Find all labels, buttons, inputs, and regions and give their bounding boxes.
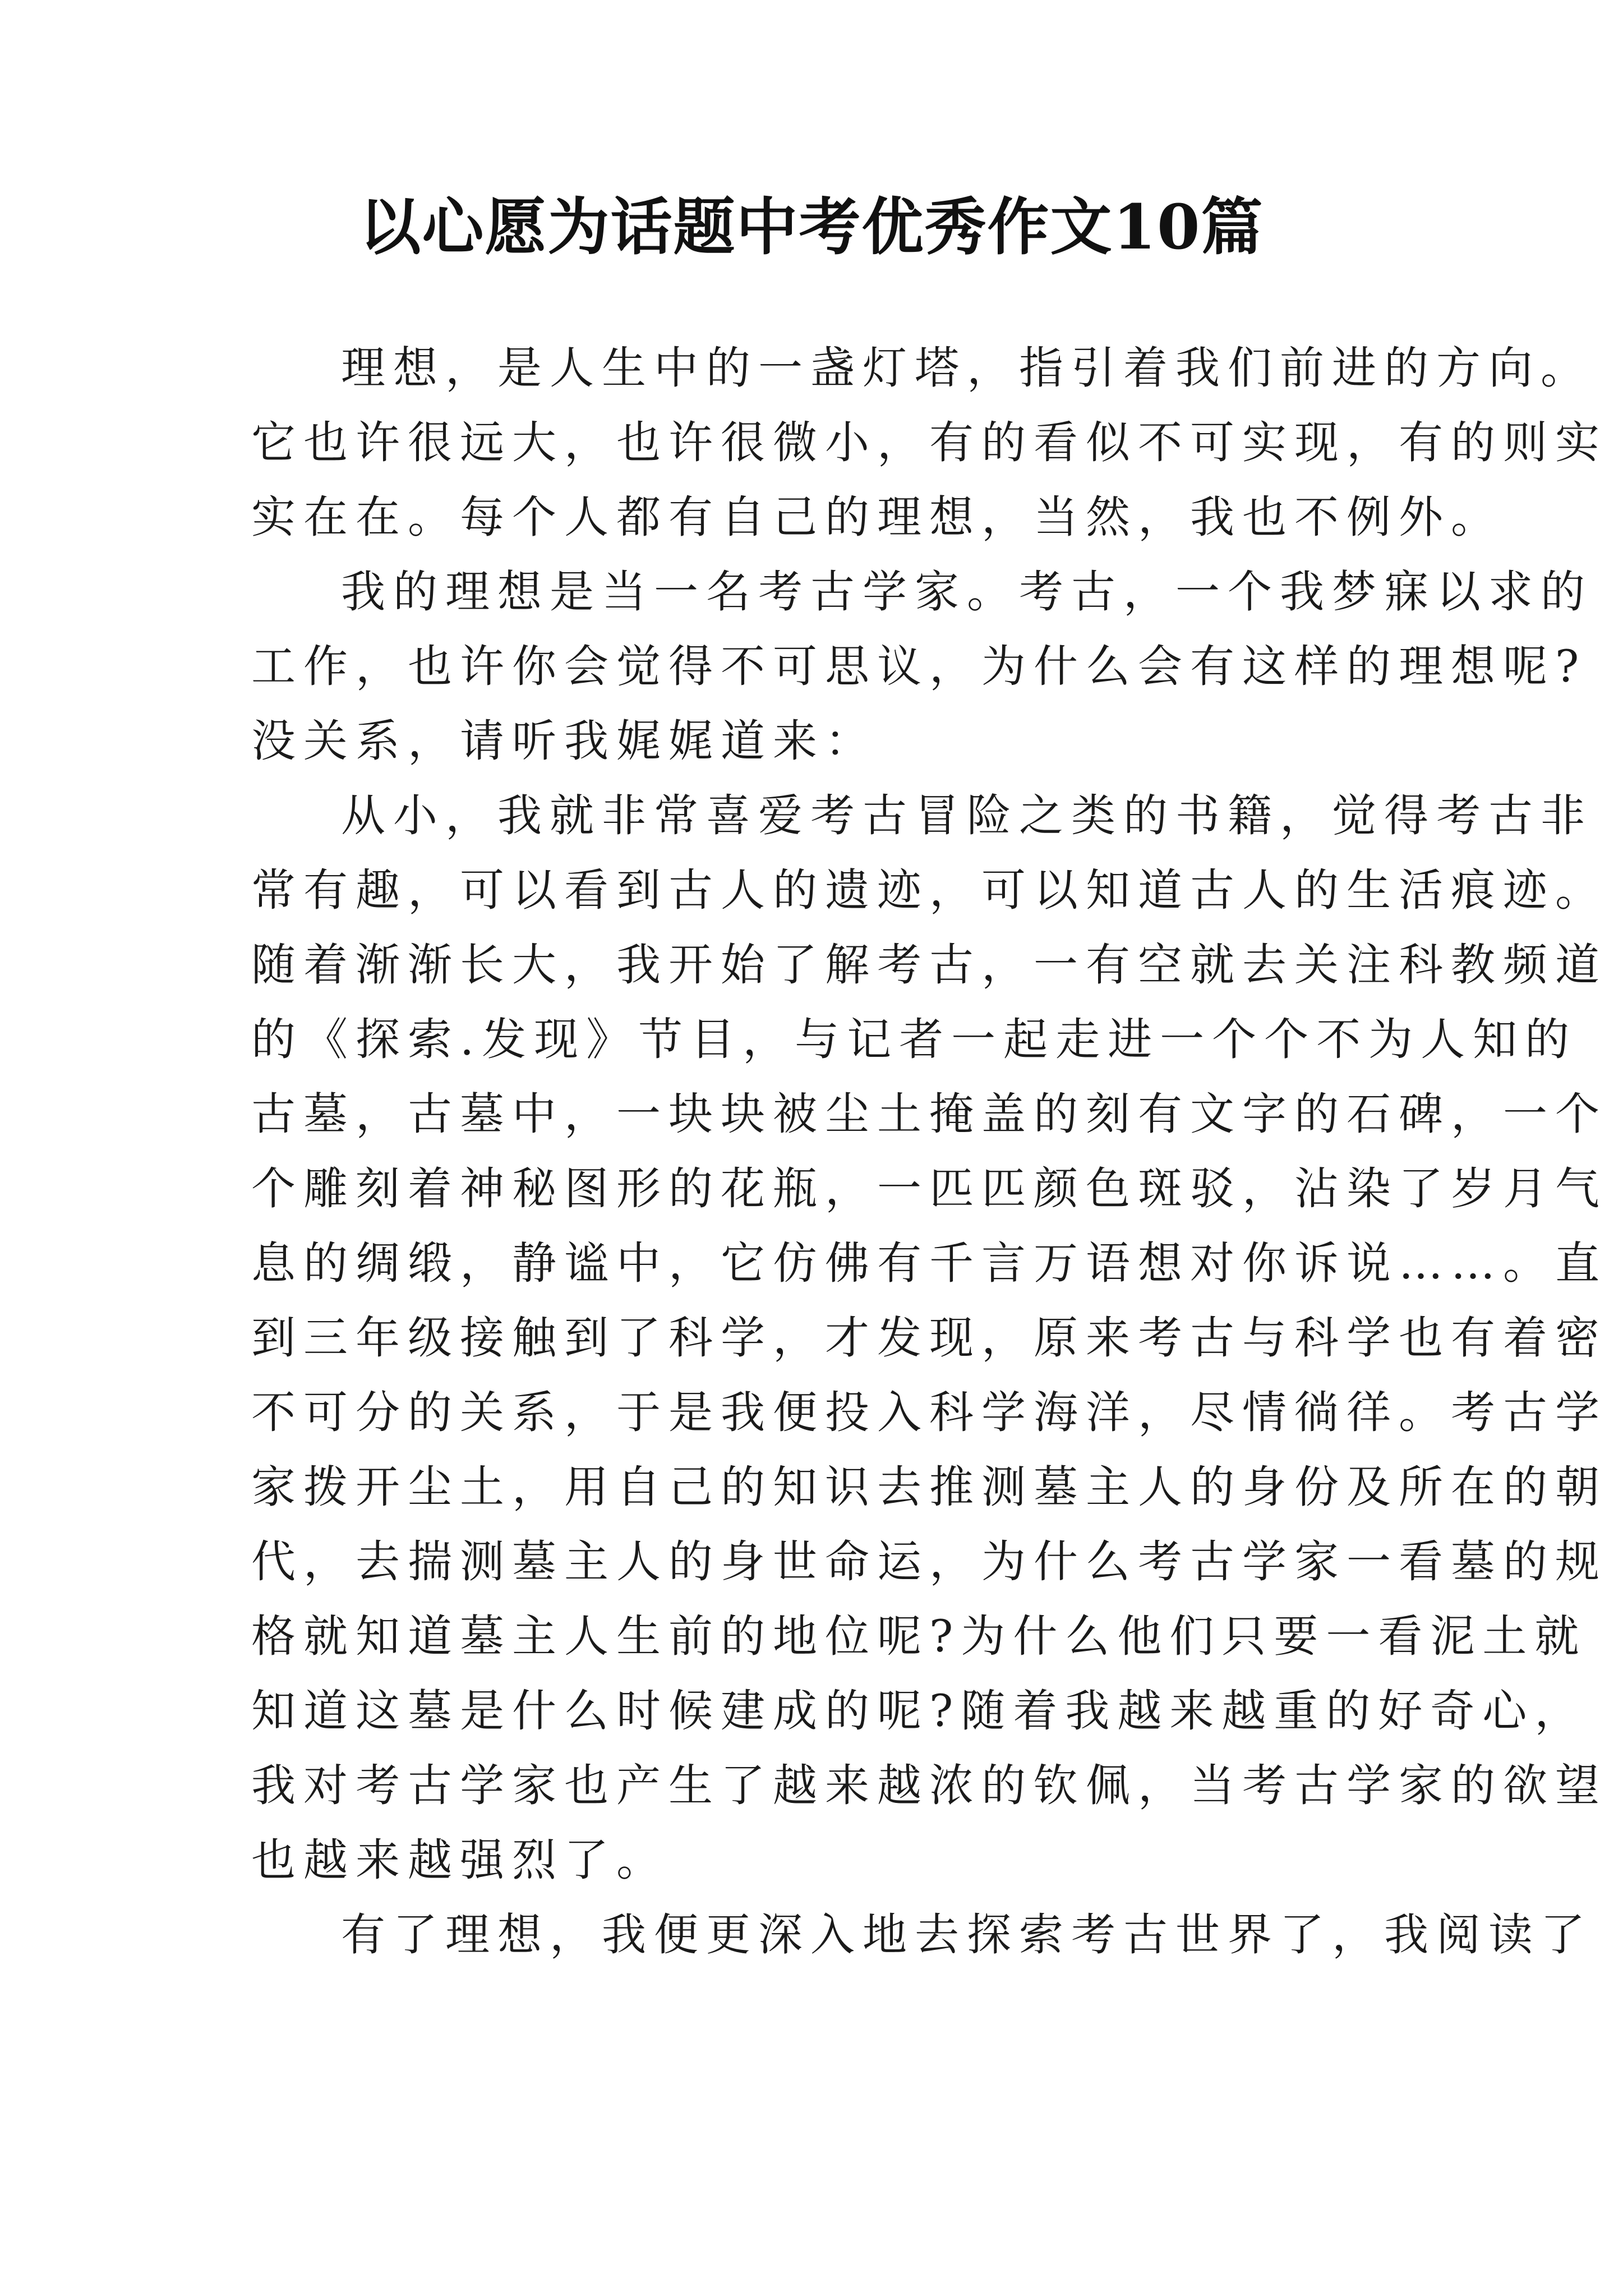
text-line: 我的理想是当一名考古学家。考古，一个我梦寐以求的 [341, 566, 1593, 618]
text-line: 从小，我就非常喜爱考古冒险之类的书籍，觉得考古非 [341, 790, 1593, 841]
text-line: 没关系，请听我娓娓道来： [251, 715, 877, 767]
text-line: 随着渐渐长大，我开始了解考古，一有空就去关注科教频道 [251, 939, 1607, 991]
text-line: 知道这墓是什么时候建成的呢?随着我越来越重的好奇心， [251, 1685, 1587, 1737]
text-line: 理想，是人生中的一盏灯塔，指引着我们前进的方向。 [341, 342, 1593, 394]
text-line: 我对考古学家也产生了越来越浓的钦佩，当考古学家的欲望 [251, 1760, 1607, 1811]
document-title: 以心愿为话题中考优秀作文10篇 [359, 191, 1264, 263]
text-line: 息的绸缎，静谧中，它仿佛有千言万语想对你诉说……。直 [251, 1237, 1607, 1289]
text-line: 有了理想，我便更深入地去探索考古世界了，我阅读了 [341, 1909, 1593, 1961]
document-body [251, 331, 1607, 1972]
text-line: 它也许很远大，也许很微小，有的看似不可实现，有的则实 [251, 417, 1607, 468]
text-line: 也越来越强烈了。 [251, 1834, 668, 1886]
text-line: 不可分的关系，于是我便投入科学海洋，尽情徜徉。考古学 [251, 1387, 1607, 1438]
text-line: 古墓，古墓中，一块块被尘土掩盖的刻有文字的石碑，一个 [251, 1088, 1607, 1140]
text-line: 工作，也许你会觉得不可思议，为什么会有这样的理想呢? [251, 641, 1587, 692]
text-line: 实在在。每个人都有自己的理想，当然，我也不例外。 [251, 491, 1503, 543]
text-line: 个雕刻着神秘图形的花瓶，一匹匹颜色斑驳，沾染了岁月气 [251, 1163, 1607, 1214]
text-line: 格就知道墓主人生前的地位呢?为什么他们只要一看泥土就 [251, 1611, 1587, 1662]
text-line: 常有趣，可以看到古人的遗迹，可以知道古人的生活痕迹。 [251, 864, 1607, 916]
text-line: 代，去揣测墓主人的身世命运，为什么考古学家一看墓的规 [251, 1536, 1607, 1588]
text-line: 家拨开尘土，用自己的知识去推测墓主人的身份及所在的朝 [251, 1461, 1607, 1513]
text-line: 到三年级接触到了科学，才发现，原来考古与科学也有着密 [251, 1312, 1607, 1364]
text-line: 的《探索.发现》节目，与记者一起走进一个个不为人知的 [251, 1014, 1578, 1065]
